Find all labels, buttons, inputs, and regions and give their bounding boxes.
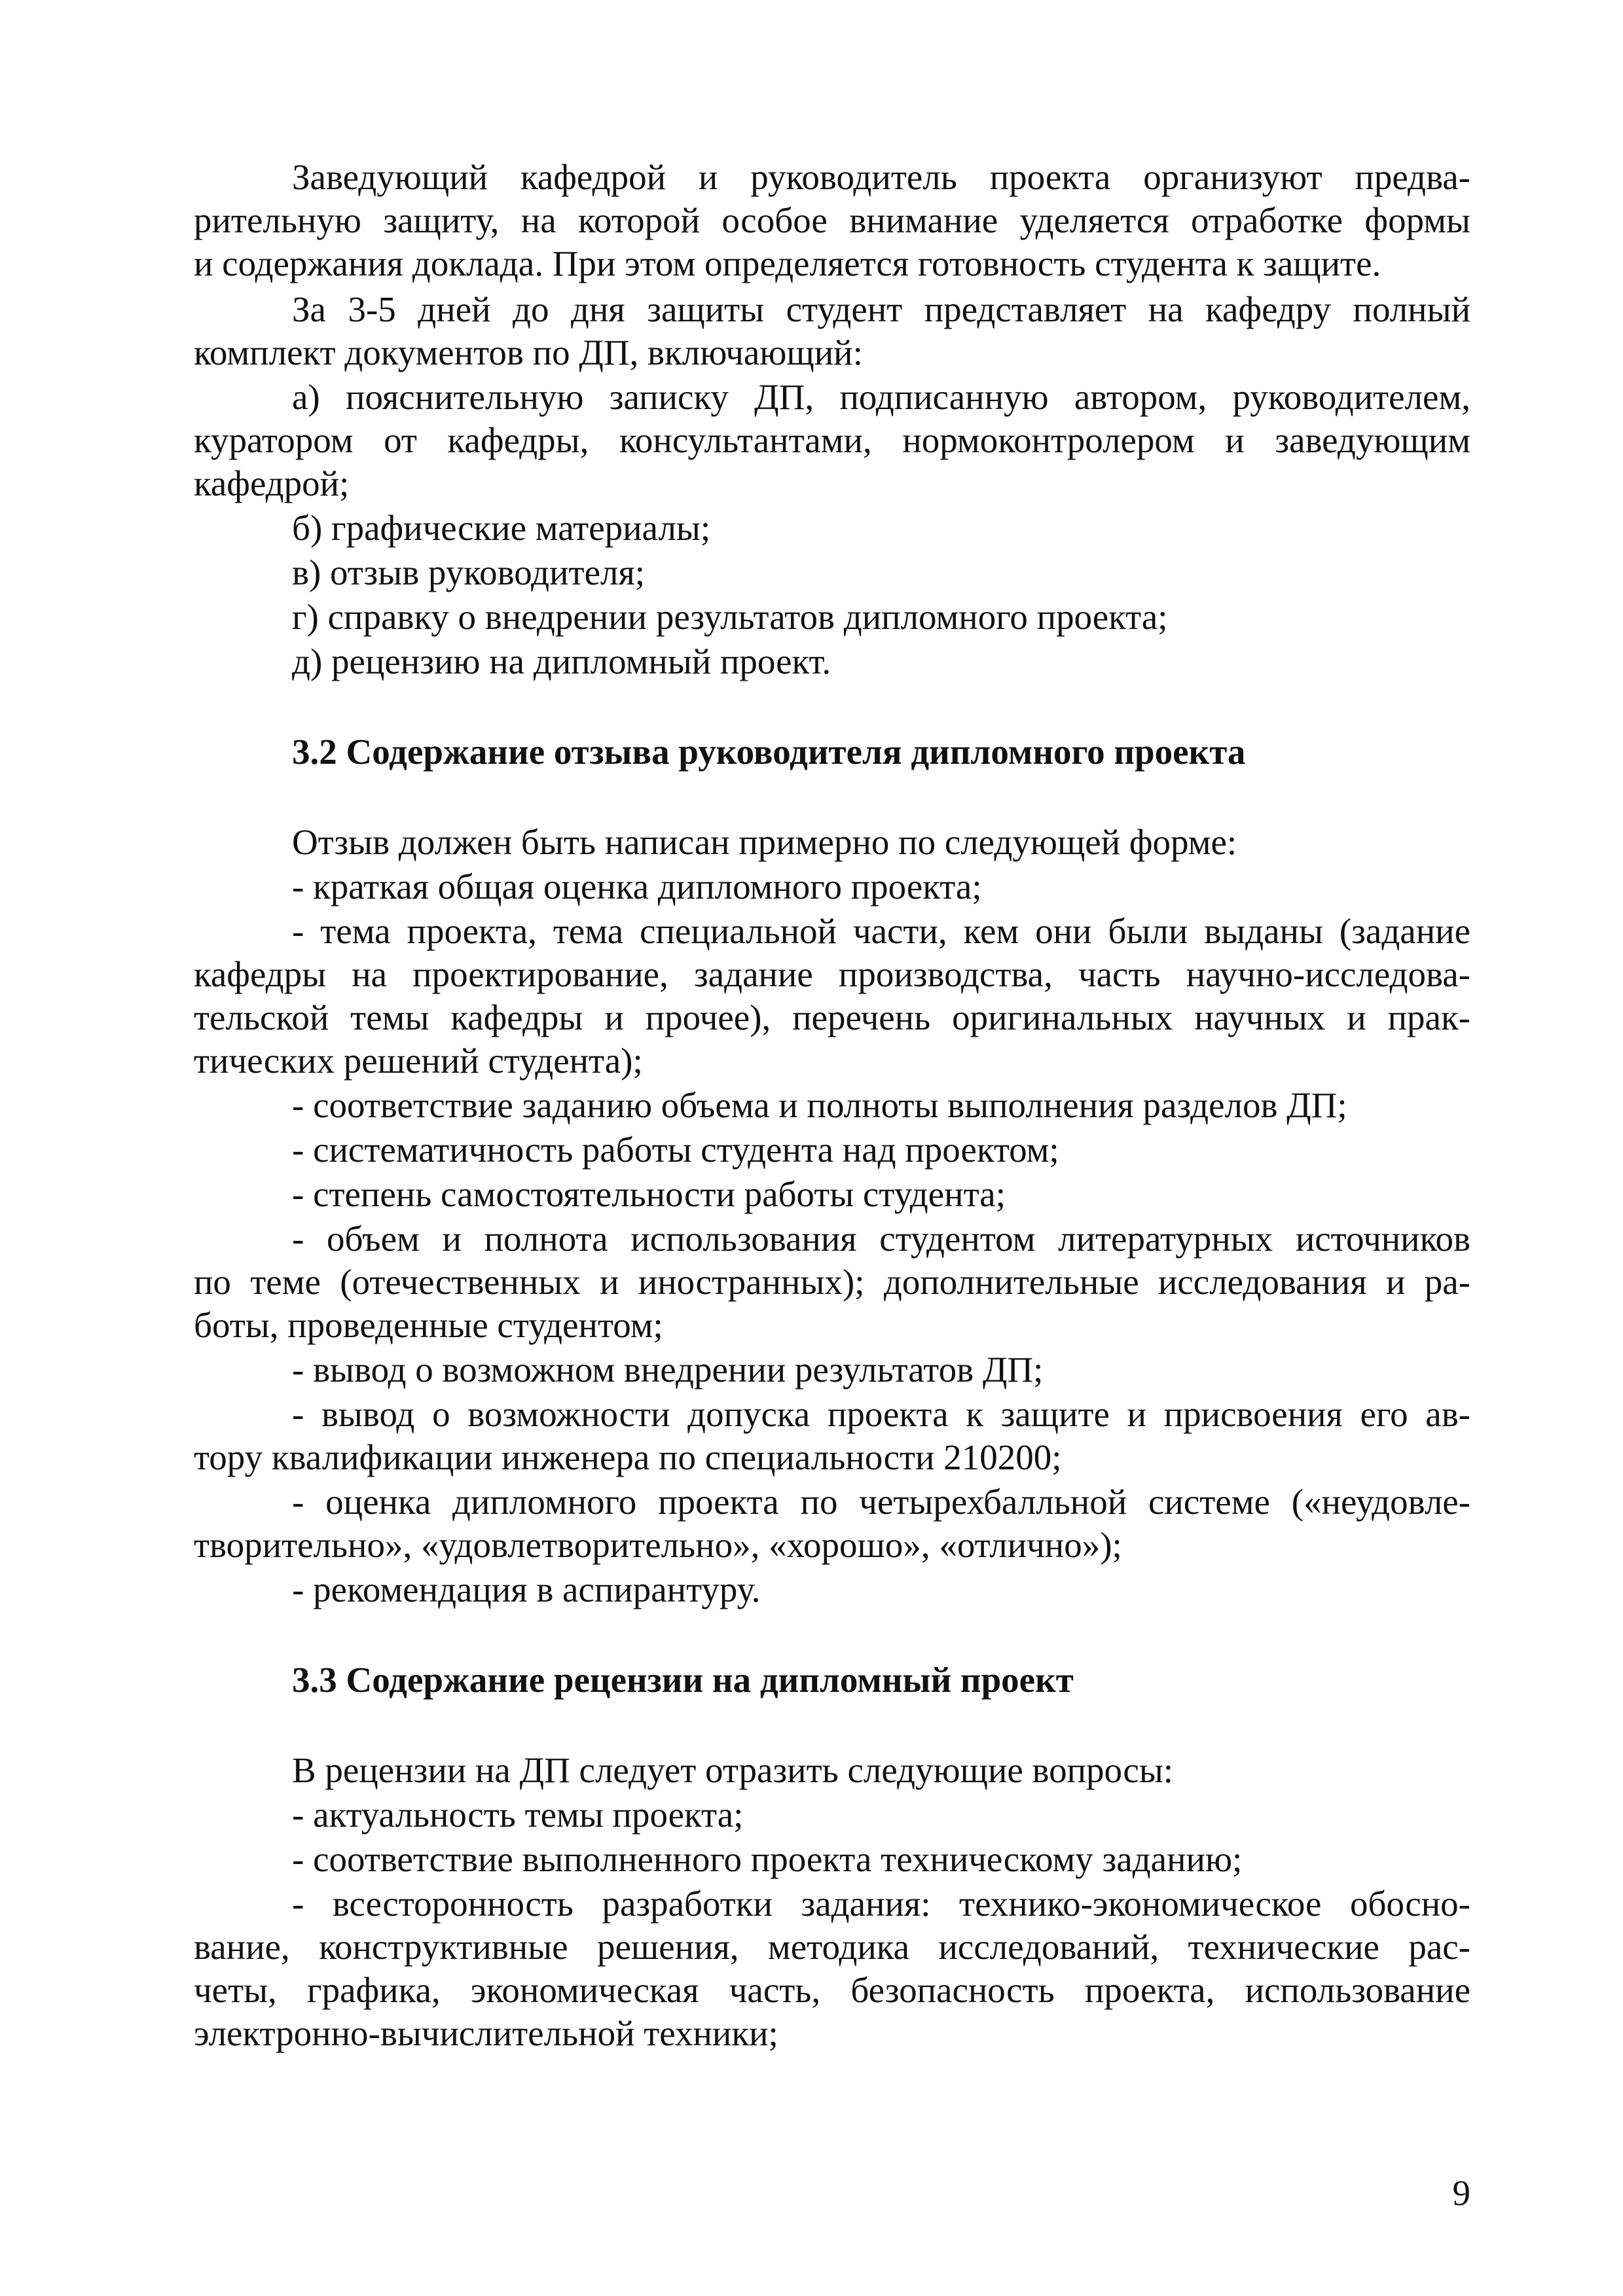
review-item-2-line-2: кафедры на проектирование, задание производства, часть научно-исследова- (194, 954, 1470, 994)
paragraph-docs-line-1: За 3-5 дней до дня защиты студент представляет на кафедру полный (292, 289, 1470, 329)
recension-item-3-line-1: - всесторонность разработки задания: технико-экономическое обосно- (292, 1884, 1470, 1924)
docs-item-d: д) рецензию на дипломный проект. (292, 641, 831, 681)
review-item-10: - рекомендация в аспирантуру. (292, 1570, 761, 1609)
review-item-2-line-3: тельской темы кафедры и прочее), перечень оригинальных научных и прак- (194, 997, 1470, 1037)
docs-item-g: г) справку о внедрении результатов дипломного проекта; (292, 597, 1168, 637)
docs-item-b: б) графические материалы; (292, 508, 711, 548)
review-item-8-line-1: - вывод о возможности допуска проекта к защите и присвоения его ав- (292, 1394, 1470, 1434)
review-item-3: - соответствие заданию объема и полноты выполнения разделов ДП; (292, 1085, 1347, 1125)
review-item-6-line-3: боты, проведенные студентом; (194, 1305, 663, 1345)
paragraph-intro-line-3: и содержания доклада. При этом определяется готовность студента к защите. (194, 243, 1381, 283)
page-number: 9 (1452, 2173, 1470, 2213)
review-item-8-line-2: тору квалификации инженера по специальности 210200; (194, 1437, 1062, 1477)
recension-item-1: - актуальность темы проекта; (292, 1795, 744, 1835)
review-item-9-line-1: - оценка дипломного проекта по четырехбалльной системе («неудовле- (292, 1482, 1470, 1522)
recension-item-2: - соответствие выполненного проекта техническому заданию; (292, 1839, 1243, 1879)
docs-item-a-line-1: а) пояснительную записку ДП, подписанную автором, руководителем, (292, 377, 1470, 417)
review-item-1: - краткая общая оценка дипломного проекта; (292, 867, 982, 906)
section-3-2-title: 3.2 Содержание отзыва руководителя дипломного проекта (292, 732, 1246, 772)
review-item-9-line-2: творительно», «удовлетворительно», «хорошо», «отлично»); (194, 1525, 1122, 1565)
recension-item-3-line-2: вание, конструктивные решения, методика исследований, технические рас- (194, 1927, 1470, 1967)
review-item-2-line-4: тических решений студента); (194, 1041, 643, 1081)
docs-item-a-line-2: куратором от кафедры, консультантами, нормоконтролером и заведующим (194, 420, 1470, 460)
recension-item-3-line-3: четы, графика, экономическая часть, безопасность проекта, использование (194, 1970, 1470, 2010)
paragraph-docs-line-2: комплект документов по ДП, включающий: (194, 332, 863, 372)
paragraph-intro-line-1: Заведующий кафедрой и руководитель проекта организуют предва- (292, 157, 1470, 197)
section-3-3-title: 3.3 Содержание рецензии на дипломный проект (292, 1660, 1074, 1700)
review-item-7: - вывод о возможном внедрении результатов ДП; (292, 1350, 1044, 1390)
paragraph-intro-line-2: рительную защиту, на которой особое внимание уделяется отработке формы (194, 200, 1470, 240)
review-intro: Отзыв должен быть написан примерно по следующей форме: (292, 822, 1237, 862)
recension-item-3-line-4: электронно-вычислительной техники; (194, 2013, 778, 2053)
review-item-4: - систематичность работы студента над проектом; (292, 1130, 1059, 1170)
review-item-5: - степень самостоятельности работы студента; (292, 1174, 1006, 1214)
docs-item-v: в) отзыв руководителя; (292, 552, 646, 592)
review-item-6-line-1: - объем и полнота использования студентом литературных источников (292, 1219, 1470, 1259)
review-item-2-line-1: - тема проекта, тема специальной части, кем они были выданы (задание (292, 911, 1470, 951)
recension-intro: В рецензии на ДП следует отразить следующие вопросы: (292, 1750, 1174, 1790)
review-item-6-line-2: по теме (отечественных и иностранных); дополнительные исследования и ра- (194, 1262, 1470, 1302)
docs-item-a-line-3: кафедрой; (194, 463, 350, 503)
